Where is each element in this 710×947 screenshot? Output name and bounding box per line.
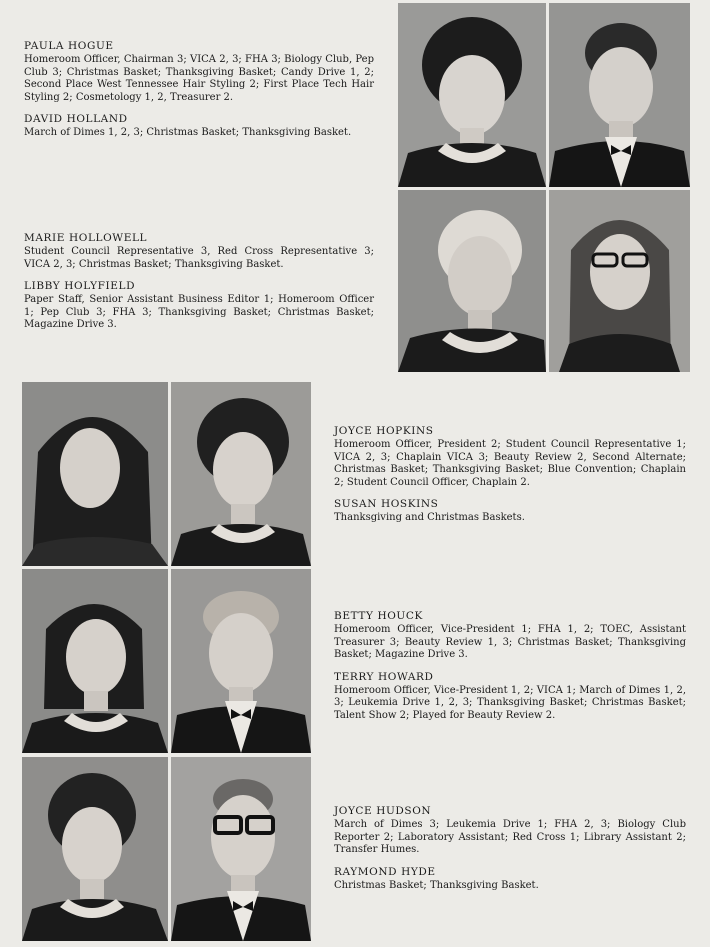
student-activities: March of Dimes 1, 2, 3; Christmas Basket; Thanksgiving Basket.	[24, 127, 352, 139]
student-name: TERRY HOWARD	[334, 670, 434, 683]
student-entry	[24, 113, 374, 140]
photo-joyce-hopkins	[22, 382, 168, 566]
photo-libby-holyfield	[549, 190, 690, 372]
student-entry	[334, 866, 686, 893]
student-activities: Homeroom Officer, President 2; Student Council Representative 1; VICA 2, 3; Chaplain VICA 3; Beauty Review 2, Second Alternate; Christmas Basket; Thanksgiving Basket; Blue Convention; Chaplain 2; Student Council Officer, Chaplain 2.	[334, 439, 686, 488]
photo-raymond-hyde	[171, 757, 311, 941]
student-activities: Homeroom Officer, Vice-President 1; FHA 1, 2; TOEC, Assistant Treasurer 3; Beauty Review 1, 3; Christmas Basket; Thanksgiving Basket; Magazine Drive 3.	[334, 624, 686, 661]
student-activities: March of Dimes 3; Leukemia Drive 1; FHA 2, 3; Biology Club Reporter 2; Laboratory Assistant; Red Cross 1; Library Assistant 2; Transfer Humes.	[334, 819, 686, 856]
student-entry	[24, 40, 374, 104]
entries-group-1	[24, 40, 374, 149]
student-activities: Student Council Representative 3, Red Cross Representative 3; VICA 2, 3; Christmas Basket; Thanksgiving Basket.	[24, 246, 374, 270]
photo-betty-houck	[22, 569, 168, 753]
student-name: JOYCE HOPKINS	[334, 425, 434, 437]
student-activities: Paper Staff, Senior Assistant Business Editor 1; Homeroom Officer 1; Pep Club 3; FHA 3; Thanksgiving Basket; Christmas Basket; Magazine Drive 3.	[24, 294, 374, 331]
student-activities: Homeroom Officer, Chairman 3; VICA 2, 3; FHA 3; Biology Club, Pep Club 3; Christmas Basket; Thanksgiving Basket; Candy Drive 1, 2; Second Place West Tennessee Hair Styling 2; First Place Tech Hair Styling 2; Cosmetology 1, 2, Treasurer 2.	[24, 54, 374, 103]
student-name: LIBBY HOLYFIELD	[24, 280, 136, 293]
student-name: RAYMOND HYDE	[334, 865, 436, 878]
entries-group-4	[334, 610, 686, 732]
student-entry	[334, 610, 686, 662]
photo-paula-hogue	[398, 3, 546, 187]
photo-terry-howard	[171, 569, 311, 753]
student-name: BETTY HOUCK	[334, 610, 423, 622]
photo-david-holland	[549, 3, 690, 187]
student-entry	[334, 498, 686, 525]
student-name: DAVID HOLLAND	[24, 113, 128, 126]
photo-susan-hoskins	[171, 382, 311, 566]
student-activities: Thanksgiving and Christmas Baskets.	[334, 512, 525, 524]
student-activities: Homeroom Officer, Vice-President 1, 2; VICA 1; March of Dimes 1, 2, 3; Leukemia Drive 1, 2, 3; Thanksgiving Basket; Christmas Basket; Talent Show 2; Played for Beauty Review 2.	[334, 684, 686, 721]
student-name: SUSAN HOSKINS	[334, 498, 439, 511]
student-entry	[24, 280, 374, 332]
student-name: PAULA HOGUE	[24, 40, 114, 52]
entries-group-5	[334, 805, 686, 901]
photo-marie-hollowell	[398, 190, 546, 372]
student-entry	[334, 671, 686, 723]
student-entry	[24, 232, 374, 271]
student-activities: Christmas Basket; Thanksgiving Basket.	[334, 879, 539, 891]
student-name: JOYCE HUDSON	[334, 805, 432, 817]
entries-group-2	[24, 232, 374, 341]
entries-group-3	[334, 425, 686, 534]
student-entry	[334, 425, 686, 489]
student-entry	[334, 805, 686, 857]
photo-joyce-hudson	[22, 757, 168, 941]
student-name: MARIE HOLLOWELL	[24, 232, 148, 244]
